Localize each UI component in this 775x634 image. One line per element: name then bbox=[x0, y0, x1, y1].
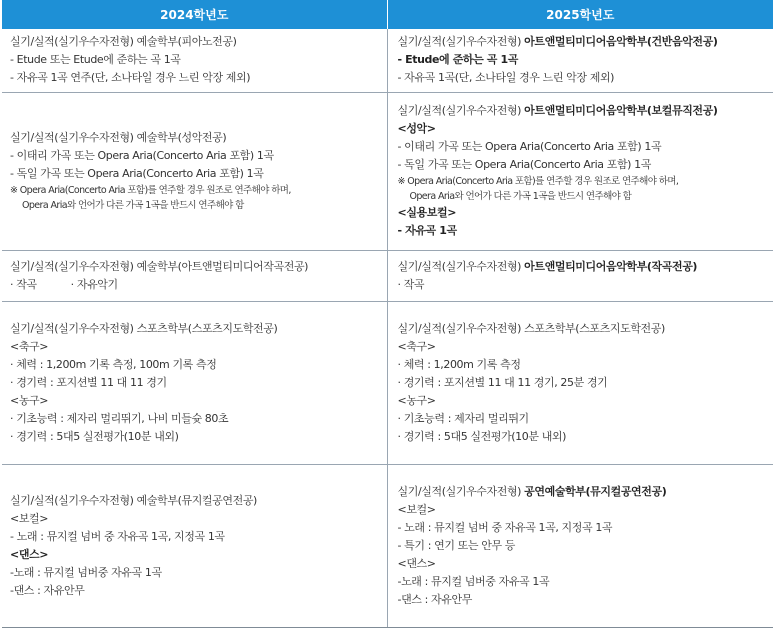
cell-subheading: <보컬> bbox=[10, 511, 49, 525]
table-row bbox=[2, 301, 773, 464]
cell-2025-musical bbox=[387, 464, 773, 627]
cell-line: · 기초능력 : 제자리 멀리뛰기 bbox=[397, 411, 529, 425]
cell-line: - 독일 가곡 또는 Opera Aria(Concerto Aria 포함) 1곡 bbox=[10, 167, 264, 180]
cell-note: ※ Opera Aria(Concerto Aria 포함)를 연주할 경우 원조로 연주해야 하며, bbox=[397, 176, 679, 187]
title-prefix: 실기/실적(실기우수자전형) bbox=[397, 484, 525, 498]
item-free-instrument: · 자유악기 bbox=[70, 277, 118, 291]
cell-line bbox=[10, 276, 379, 294]
cell-line: · 작곡 bbox=[397, 277, 425, 291]
cell-line: · 체력 : 1,200m 기록 측정, 100m 기록 측정 bbox=[10, 357, 217, 371]
cell-line: - 노래 : 뮤지컬 넘버 중 자유곡 1곡, 지정곡 1곡 bbox=[10, 529, 225, 543]
cell-subheading: <댄스> bbox=[397, 556, 436, 570]
cell-subheading: <농구> bbox=[397, 393, 436, 407]
cell-title: 실기/실적(실기우수자전형) 예술학부(뮤지컬공연전공) bbox=[10, 493, 257, 507]
cell-title bbox=[398, 33, 766, 51]
cell-subheading: <농구> bbox=[10, 393, 49, 407]
cell-line: -노래 : 뮤지컬 넘버중 자유곡 1곡 bbox=[397, 574, 550, 588]
table-row bbox=[2, 92, 773, 250]
cell-2024-piano bbox=[2, 29, 387, 92]
cell-line: · 경기력 : 포지션별 11 대 11 경기, 25분 경기 bbox=[397, 375, 608, 389]
title-major: 아트앤멀티미디어음악학부(작곡전공) bbox=[524, 259, 698, 273]
cell-2024-composition bbox=[2, 250, 387, 301]
title-major: 공연예술학부(뮤지컬공연전공) bbox=[524, 484, 667, 498]
item-composition: · 작곡 bbox=[10, 277, 37, 291]
cell-subheading: <보컬> bbox=[397, 502, 436, 516]
comparison-table bbox=[2, 0, 773, 628]
cell-subheading: <성악> bbox=[397, 122, 436, 135]
title-prefix: 실기/실적(실기우수자전형) bbox=[397, 259, 525, 273]
cell-line: -댄스 : 자유안무 bbox=[10, 583, 85, 597]
cell-2025-composition bbox=[387, 250, 773, 301]
cell-note: ※ Opera Aria(Concerto Aria 포함)를 연주할 경우 원조로 연주해야 하며, bbox=[10, 185, 291, 196]
table-row bbox=[2, 29, 773, 92]
cell-title: 실기/실적(실기우수자전형) 예술학부(성악전공) bbox=[10, 131, 227, 144]
cell-line: - 이태리 가곡 또는 Opera Aria(Concerto Aria 포함) 1곡 bbox=[10, 149, 274, 162]
cell-line: - 이태리 가곡 또는 Opera Aria(Concerto Aria 포함) 1곡 bbox=[397, 140, 662, 153]
cell-subheading: <축구> bbox=[10, 339, 49, 353]
cell-title: 실기/실적(실기우수자전형) 스포츠학부(스포츠지도학전공) bbox=[10, 321, 278, 335]
cell-title bbox=[398, 483, 766, 501]
cell-line: -노래 : 뮤지컬 넘버중 자유곡 1곡 bbox=[10, 565, 162, 579]
table-row bbox=[2, 464, 773, 627]
title-prefix: 실기/실적(실기우수자전형) bbox=[397, 104, 525, 117]
cell-subheading: <실용보컬> bbox=[397, 206, 457, 219]
cell-line: · 체력 : 1,200m 기록 측정 bbox=[397, 357, 521, 371]
cell-2024-vocal bbox=[2, 92, 387, 250]
cell-title: 실기/실적(실기우수자전형) 예술학부(아트앤멀티미디어작곡전공) bbox=[10, 259, 309, 273]
cell-line: - 자유곡 1곡(단, 소나타일 경우 느린 악장 제외) bbox=[397, 71, 615, 85]
header-row bbox=[2, 0, 773, 29]
cell-line: - Etude에 준하는 곡 1곡 bbox=[397, 53, 518, 67]
cell-2025-piano bbox=[387, 29, 773, 92]
cell-line: - 자유곡 1곡 연주(단, 소나타일 경우 느린 악장 제외) bbox=[10, 71, 251, 85]
cell-line: · 기초능력 : 제자리 멀리뛰기, 나비 미들슛 80초 bbox=[10, 411, 229, 425]
cell-line: - 노래 : 뮤지컬 넘버 중 자유곡 1곡, 지정곡 1곡 bbox=[397, 520, 613, 534]
cell-2024-musical bbox=[2, 464, 387, 627]
cell-subheading: <축구> bbox=[397, 339, 436, 353]
cell-2025-sports bbox=[387, 301, 773, 464]
title-major: 아트앤멀티미디어음악학부(건반음악전공) bbox=[524, 35, 718, 49]
cell-note: Opera Aria와 언어가 다른 가곡 1곡을 반드시 연주해야 함 bbox=[22, 200, 244, 211]
cell-2024-sports bbox=[2, 301, 387, 464]
cell-subheading: <댄스> bbox=[10, 547, 49, 561]
header-2024: 2024학년도 bbox=[2, 0, 387, 29]
table-row bbox=[2, 250, 773, 301]
cell-title: 실기/실적(실기우수자전형) 스포츠학부(스포츠지도학전공) bbox=[397, 321, 665, 335]
cell-title: 실기/실적(실기우수자전형) 예술학부(피아노전공) bbox=[10, 35, 237, 49]
cell-line: - 자유곡 1곡 bbox=[397, 224, 457, 237]
cell-title bbox=[398, 258, 766, 276]
cell-line: · 경기력 : 5대5 실전평가(10분 내외) bbox=[10, 429, 179, 443]
title-prefix: 실기/실적(실기우수자전형) bbox=[397, 35, 525, 49]
title-major: 아트앤멀티미디어음악학부(보컬뮤직전공) bbox=[524, 104, 718, 117]
cell-title bbox=[398, 102, 766, 120]
cell-line: - Etude 또는 Etude에 준하는 곡 1곡 bbox=[10, 53, 181, 67]
cell-line: · 경기력 : 포지션별 11 대 11 경기 bbox=[10, 375, 167, 389]
cell-2025-vocal bbox=[387, 92, 773, 250]
header-2025: 2025학년도 bbox=[387, 0, 773, 29]
cell-line: - 특기 : 연기 또는 안무 등 bbox=[397, 538, 515, 552]
cell-line: -댄스 : 자유안무 bbox=[397, 592, 472, 606]
cell-line: · 경기력 : 5대5 실전평가(10분 내외) bbox=[397, 429, 567, 443]
cell-line: - 독일 가곡 또는 Opera Aria(Concerto Aria 포함) 1곡 bbox=[397, 158, 651, 171]
cell-note: Opera Aria와 언어가 다른 가곡 1곡을 반드시 연주해야 함 bbox=[409, 191, 632, 202]
